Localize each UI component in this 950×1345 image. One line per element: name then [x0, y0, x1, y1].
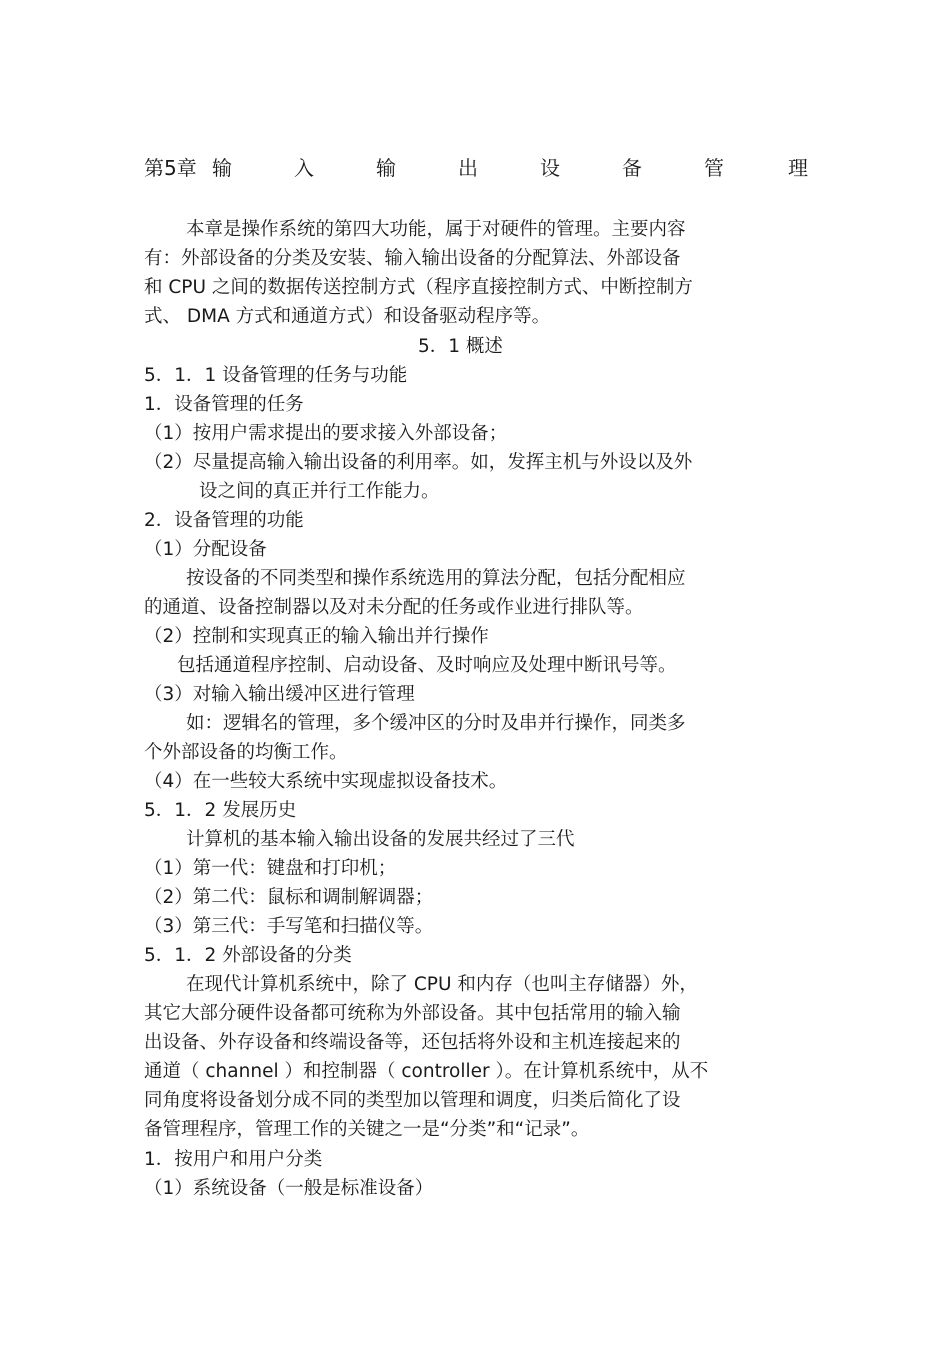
chapter-title — [144, 152, 809, 182]
paragraph-line: 同角度将设备划分成不同的类型加以管理和调度，归类后简化了设 — [144, 1090, 681, 1111]
intro-line: 有：外部设备的分类及安装、输入输出设备的分配算法、外部设备 — [144, 248, 681, 269]
chapter-number: 第5章 — [144, 156, 197, 180]
paragraph-line: 出设备、外存设备和终端设备等，还包括将外设和主机连接起来的 — [144, 1032, 681, 1053]
list-item: （3）对输入输出缓冲区进行管理 — [144, 684, 415, 705]
list-item: （1）按用户需求提出的要求接入外部设备； — [144, 423, 508, 444]
title-char: 管 — [704, 156, 724, 180]
intro-line: 式、 DMA 方式和通道方式）和设备驱动程序等。 — [144, 306, 551, 327]
paragraph-line: 通道（ channel ）和控制器（ controller ）。在计算机系统中，从不 — [144, 1061, 709, 1082]
paragraph-line: 的通道、设备控制器以及对未分配的任务或作业进行排队等。 — [144, 597, 644, 618]
title-char: 输 — [212, 156, 232, 180]
list-item: （2）第二代：鼠标和调制解调器； — [144, 887, 434, 908]
list-item: （3）第三代：手写笔和扫描仪等。 — [144, 916, 434, 937]
title-char: 出 — [458, 156, 478, 180]
intro-line: 本章是操作系统的第四大功能，属于对硬件的管理。主要内容 — [186, 219, 686, 240]
list-item-continuation: 设之间的真正并行工作能力。 — [199, 481, 440, 502]
paragraph-line: 其它大部分硬件设备都可统称为外部设备。其中包括常用的输入输 — [144, 1003, 681, 1024]
list-heading: 2．设备管理的功能 — [144, 510, 304, 531]
list-item: （2）控制和实现真正的输入输出并行操作 — [144, 626, 489, 647]
paragraph-line: 备管理程序，管理工作的关键之一是“分类”和“记录”。 — [144, 1119, 590, 1140]
list-item: （4）在一些较大系统中实现虚拟设备技术。 — [144, 771, 508, 792]
list-item: （2）尽量提高输入输出设备的利用率。如，发挥主机与外设以及外 — [144, 452, 693, 473]
subsection-heading: 5．1．2 外部设备的分类 — [144, 945, 352, 966]
title-char: 入 — [294, 156, 314, 180]
paragraph-line: 按设备的不同类型和操作系统选用的算法分配，包括分配相应 — [186, 568, 686, 589]
paragraph-line: 个外部设备的均衡工作。 — [144, 742, 348, 763]
subsection-heading: 5．1．2 发展历史 — [144, 800, 297, 821]
title-char: 理 — [788, 156, 808, 180]
section-heading: 5．1 概述 — [418, 336, 503, 357]
subsection-heading: 5．1．1 设备管理的任务与功能 — [144, 365, 408, 386]
paragraph-line: 包括通道程序控制、启动设备、及时响应及处理中断讯号等。 — [177, 655, 677, 676]
list-heading: 1．按用户和用户分类 — [144, 1149, 323, 1170]
title-char: 设 — [540, 156, 560, 180]
paragraph-line: 在现代计算机系统中，除了 CPU 和内存（也叫主存储器）外， — [186, 974, 698, 995]
intro-line: 和 CPU 之间的数据传送控制方式（程序直接控制方式、中断控制方 — [144, 277, 693, 298]
paragraph-line: 计算机的基本输入输出设备的发展共经过了三代 — [186, 829, 575, 850]
list-heading: 1．设备管理的任务 — [144, 394, 304, 415]
title-char: 输 — [376, 156, 396, 180]
list-item: （1）系统设备（一般是标准设备） — [144, 1178, 434, 1199]
title-char: 备 — [622, 156, 642, 180]
list-item: （1）第一代：键盘和打印机； — [144, 858, 397, 879]
paragraph-line: 如：逻辑名的管理，多个缓冲区的分时及串并行操作，同类多 — [186, 713, 686, 734]
list-item: （1）分配设备 — [144, 539, 267, 560]
